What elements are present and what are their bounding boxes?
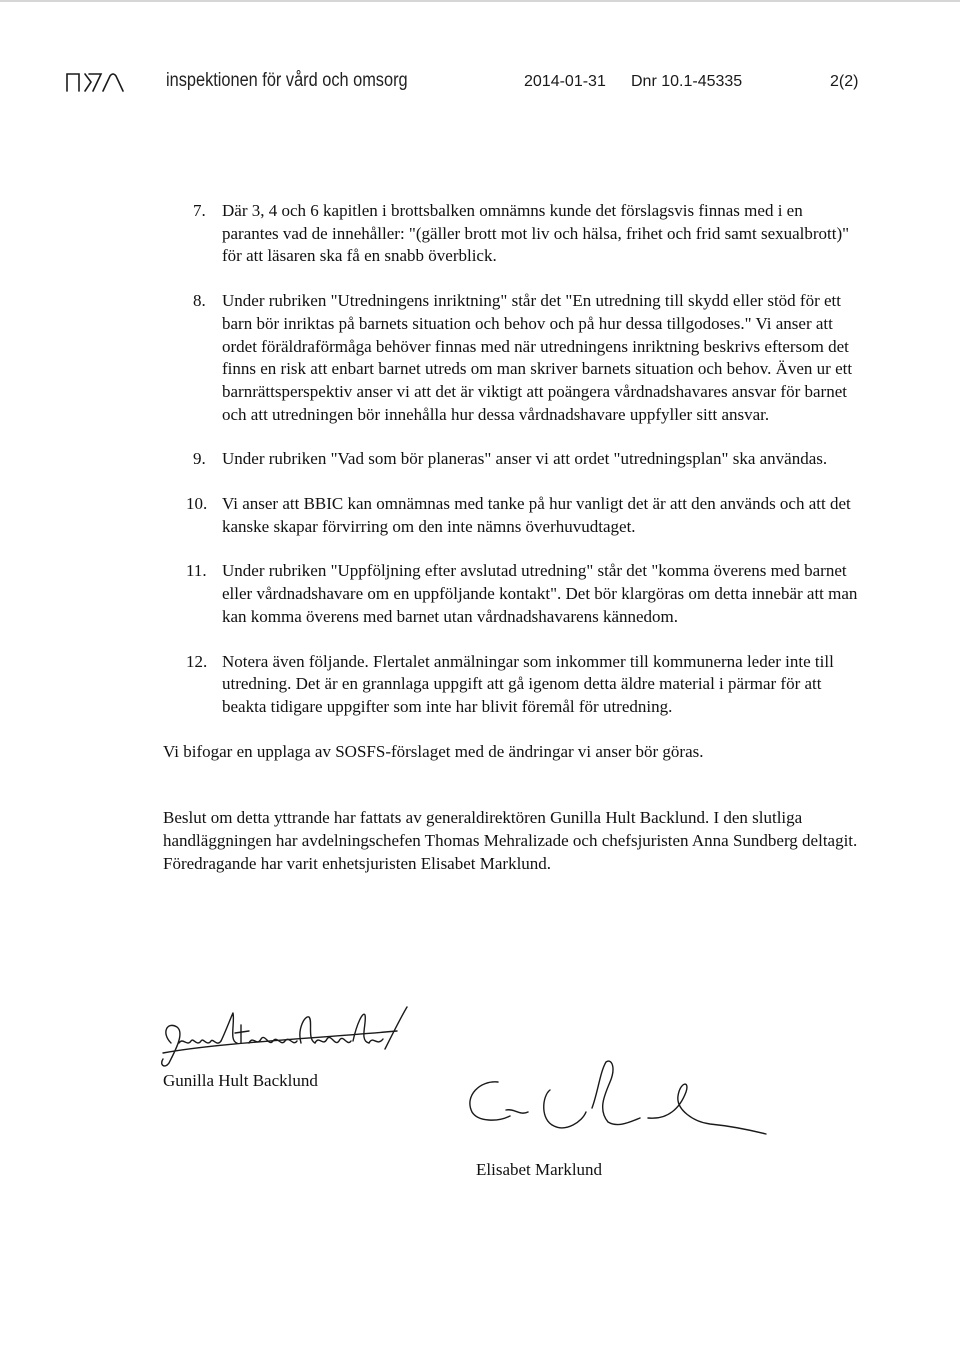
page-number: 2(2): [830, 73, 859, 90]
item-text: Vi anser att BBIC kan omnämnas med tanke på hur vanligt det är att den används och att det kanske skapar förvirring om den inte nämns överhuvudtaget.: [222, 494, 851, 536]
signature-elisabet-icon: [458, 1052, 768, 1142]
letter-body: [163, 200, 863, 897]
item-text: Under rubriken "Uppföljning efter avslutad utredning" står det "komma överens med barnet eller vårdnadshavare om en uppföljande kontakt". Det bör klargöras om detta innebär att man kan komma överens med barnet utan vårdnadshavarens kännedom.: [222, 561, 858, 626]
signatory-name: Gunilla Hult Backlund: [163, 1071, 318, 1090]
item-number: 12.: [186, 651, 208, 671]
numbered-item: [163, 290, 863, 426]
item-number: 11.: [186, 561, 207, 581]
item-text: Under rubriken "Vad som bör planeras" anser vi att ordet "utredningsplan" ska användas.: [222, 449, 828, 469]
numbered-item: [163, 560, 863, 628]
numbered-item: [163, 200, 863, 268]
ivo-logo-icon: [66, 70, 166, 92]
numbered-item: [163, 651, 863, 719]
item-text: Där 3, 4 och 6 kapitlen i brottsbalken omnämns kunde det förslagsvis finnas med i en parantes vad de innehåller: "(gäller brott mot liv och hälsa, frihet och frid samt sexualbrott)" för att läsaren ska få en snabb överblick.: [222, 201, 850, 266]
signature-gunilla-icon: [157, 1003, 427, 1071]
item-text: Notera även följande. Flertalet anmälningar som inkommer till kommunerna leder inte till utredning. Det är en grannlaga uppgift att gå igenom detta äldre material i pärmar för att beakta tidigare uppgifter som inte har blivit föremål för utredning.: [222, 651, 834, 716]
document-reference: Dnr 10.1-45335: [631, 73, 743, 90]
decision-paragraph: Beslut om detta yttrande har fattats av generaldirektören Gunilla Hult Backlund. I den slutliga handläggningen har avdelningschefen Thomas Mehralizade och chefsjuristen Anna Sundberg deltagit. Föredragande har varit enhetsjuristen Elisabet Marklund.: [163, 808, 858, 873]
numbered-item: [163, 493, 863, 538]
letterhead: [56, 66, 936, 98]
signatory-name: Elisabet Marklund: [476, 1160, 603, 1179]
organization-name: inspektionen för vård och omsorg: [166, 70, 408, 91]
document-date: 2014-01-31: [524, 73, 606, 90]
numbered-item: [163, 448, 863, 471]
item-number: 8.: [193, 291, 206, 311]
item-text: Under rubriken "Utredningens inriktning" står det "En utredning till skydd eller stöd för ett barn bör inriktas på barnets situation och behov och på hur dessa tillgodoses." Vi anser att ordet föräldraförmåga behöver finnas med när utredningens inriktning beskrivs eftersom det finns en risk att enbart barnet utreds om man skriver barnets situation och behov. Även ur ett barnrättsperspektiv anser vi att det är viktigt att poängera vårdnadshavares ansvar för barnet och att utredningen bör innehålla hur dessa vårdnadshavare uppfyller sitt ansvar.: [222, 291, 853, 424]
item-number: 10.: [186, 494, 208, 514]
item-number: 9.: [193, 449, 206, 469]
attachment-paragraph: Vi bifogar en upplaga av SOSFS-förslaget med de ändringar vi anser bör göras.: [163, 741, 704, 761]
item-number: 7.: [193, 201, 206, 220]
top-border-line: [0, 0, 960, 2]
